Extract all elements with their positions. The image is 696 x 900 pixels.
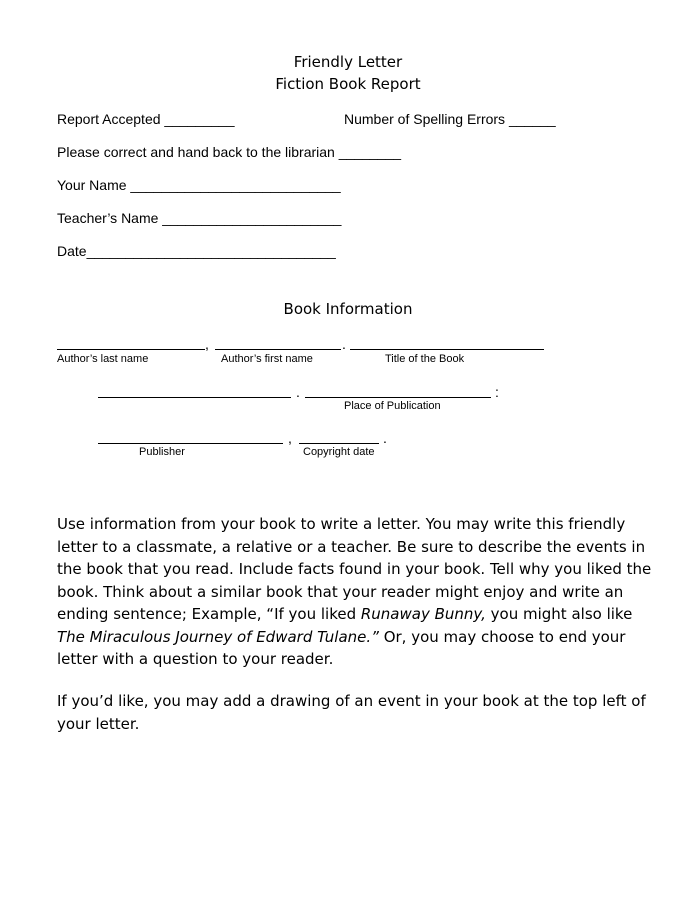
spelling-errors-field[interactable]: Number of Spelling Errors ______ [344,111,556,127]
book-title-line[interactable] [350,349,544,350]
librarian-correction-field[interactable]: Please correct and hand back to the librarian ________ [57,144,402,160]
report-accepted-field[interactable]: Report Accepted _________ [57,111,235,127]
drawing-note-text: If you’d like, you may add a drawing of an event in your book at the top left of your letter. [57,692,646,733]
place-of-publication-line[interactable] [305,397,491,398]
author-first-name-label: Author’s first name [221,353,313,365]
teacher-name-field[interactable]: Teacher’s Name _______________________ [57,210,342,226]
publisher-label: Publisher [139,446,185,458]
instructions-paragraph [57,513,657,671]
drawing-note-paragraph [57,690,657,735]
your-name-field[interactable]: Your Name ___________________________ [57,177,341,193]
author-last-name-label: Author’s last name [57,353,149,365]
row2-blank-line[interactable] [98,397,291,398]
copyright-date-label: Copyright date [303,446,375,458]
date-field[interactable]: Date________________________________ [57,243,336,259]
row3-comma: , [288,430,292,446]
row1-period: . [342,336,346,352]
example-book-2: The Miraculous Journey of Edward Tulane.” [57,627,379,646]
instructions-text-c: Or, you may choose to end your letter with a question to your reader. [57,627,626,668]
place-of-publication-label: Place of Publication [344,400,441,412]
instructions-text-a: Use information from your book to write a letter. You may write this friendly letter to a classmate, a relative or a teacher. Be sure to describe the events in the book that you read. Include facts found in your book. Tell why you liked the book. Think about a similar book that your reader might enjoy and write an ending sentence; Example, “If you liked [57,515,652,623]
book-title-label: Title of the Book [385,353,465,365]
row3-period: . [383,430,387,446]
book-information-heading: Book Information [283,300,413,318]
publisher-line[interactable] [98,443,283,444]
page-subtitle: Fiction Book Report [275,75,421,93]
page-title: Friendly Letter [293,53,403,71]
author-first-name-line[interactable] [215,349,341,350]
row2-colon: : [495,384,499,400]
row1-comma: , [205,336,209,352]
row2-period: . [296,384,300,400]
example-book-1: Runaway Bunny, [360,605,486,623]
copyright-date-line[interactable] [299,443,379,444]
author-last-name-line[interactable] [57,349,205,350]
instructions-text-b: you might also like [485,605,633,623]
